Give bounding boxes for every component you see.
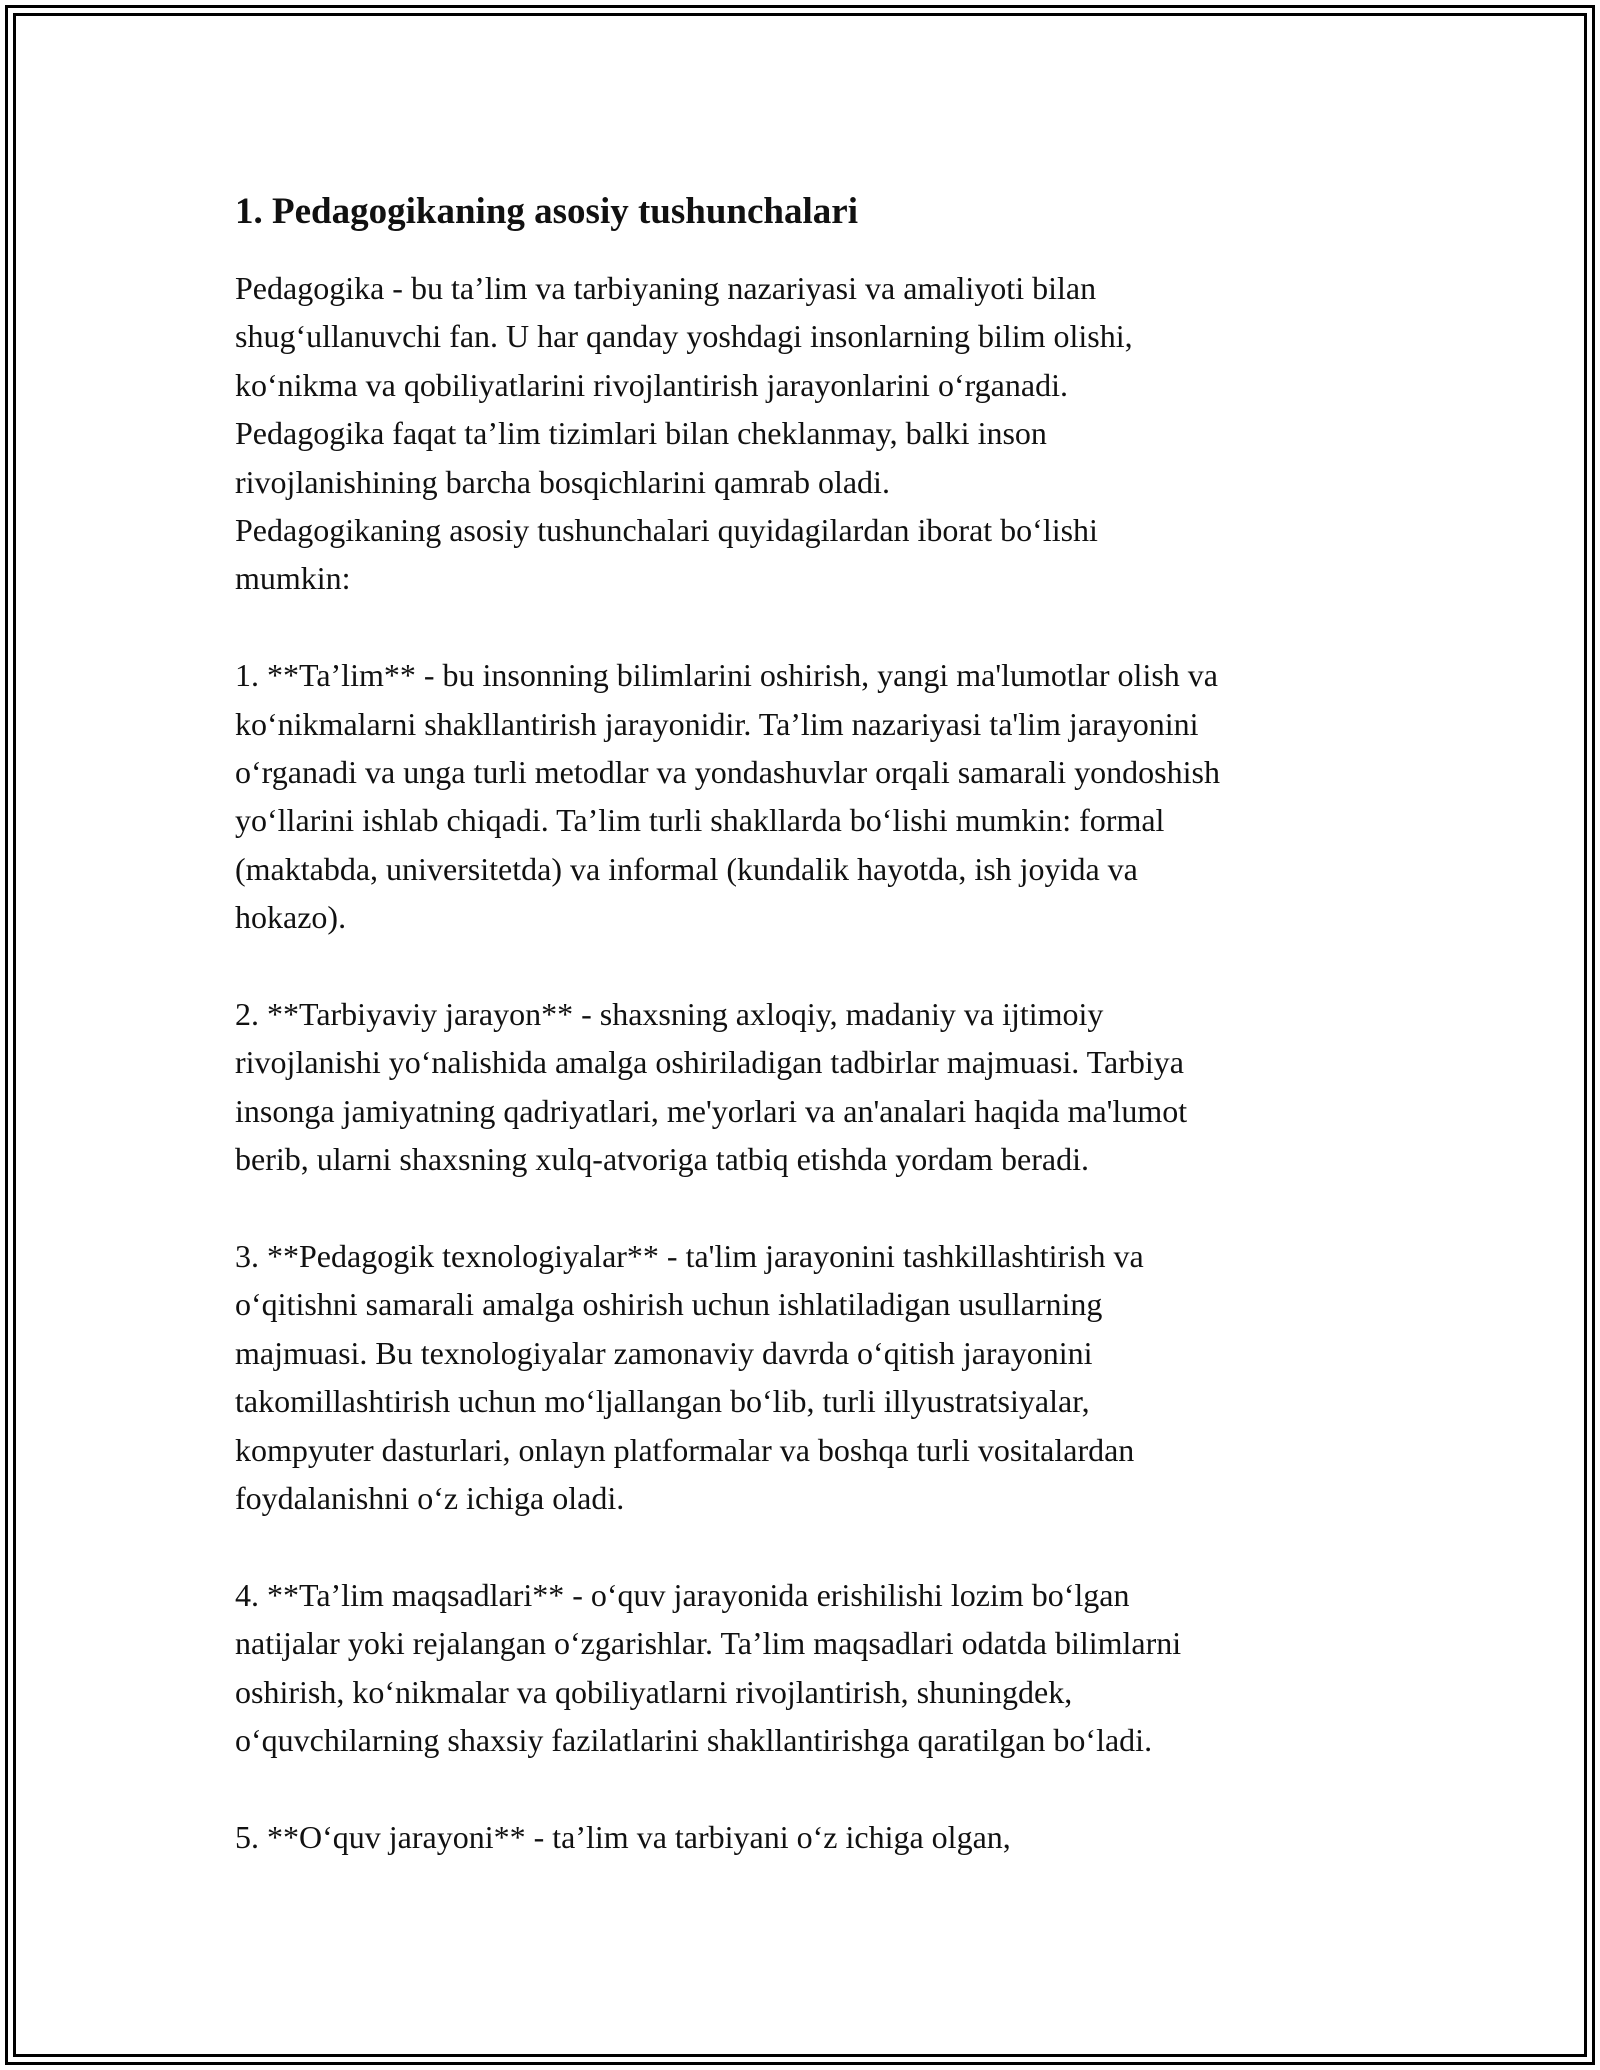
list-item-oquv-jarayoni: 5. **O‘quv jarayoni** - ta’lim va tarbiyani o‘z ichiga olgan, — [235, 1818, 1011, 1855]
document-body — [235, 186, 1375, 1861]
list-item-tarbiyaviy-jarayon: 2. **Tarbiyaviy jarayon** - shaxsning axloqiy, madaniy va ijtimoiy rivojlanishi yo‘nalishida amalga oshiriladigan tadbirlar majmuasi. Tarbiya insonga jamiyatning qadriyatlari, me'yorlari va an'analari haqida ma'lumot berib, ularni shaxsning xulq-atvoriga tatbiq etishda yordam beradi. — [235, 996, 1188, 1178]
intro-paragraph: Pedagogika - bu ta’lim va tarbiyaning nazariyasi va amaliyoti bilan shug‘ullanuvchi fan. U har qanday yoshdagi insonlarning bilim olishi, ko‘nikma va qobiliyatlarini rivojlantirish jarayonlarini o‘rganadi. Pedagogika faqat ta’lim tizimlari bilan cheklanmay, balki inson rivojlanishining barcha bosqichlarini qamrab oladi. Pedagogikaning asosiy tushunchalari quyidagilardan iborat bo‘lishi mumkin: — [235, 270, 1133, 597]
list-item-talim-maqsadlari: 4. **Ta’lim maqsadlari** - o‘quv jarayonida erishilishi lozim bo‘lgan natijalar yoki rejalangan o‘zgarishlar. Ta’lim maqsadlari odatda bilimlarni oshirish, ko‘nikmalar va qobiliyatlarni rivojlantirish, shuningdek, o‘quvchilarning shaxsiy fazilatlarini shakllantirishga qaratilgan bo‘ladi. — [235, 1576, 1182, 1759]
list-item-talim: 1. **Ta’lim** - bu insonning bilimlarini oshirish, yangi ma'lumotlar olish va ko‘nikmalarni shakllantirish jarayonidir. Ta’lim nazariyasi ta'lim jarayonini o‘rganadi va unga turli metodlar va yondashuvlar orqali samarali yondoshish yo‘llarini ishlab chiqadi. Ta’lim turli shakllarda bo‘lishi mumkin: formal (maktabda, universitetda) va informal (kundalik hayotda, ish joyida va hokazo). — [235, 657, 1220, 936]
paragraph-gap — [235, 1523, 1375, 1571]
paragraph-gap — [235, 603, 1375, 651]
list-item-pedagogik-texnologiyalar: 3. **Pedagogik texnologiyalar** - ta'lim jarayonini tashkillashtirish va o‘qitishni samarali amalga oshirish uchun ishlatiladigan usullarning majmuasi. Bu texnologiyalar zamonaviy davrda o‘qitish jarayonini takomillashtirish uchun mo‘ljallangan bo‘lib, turli illyustratsiyalar, kompyuter dasturlari, onlayn platformalar va boshqa turli vositalardan foydalanishni o‘z ichiga oladi. — [235, 1238, 1144, 1517]
paragraph-gap — [235, 942, 1375, 990]
paragraph-gap — [235, 1184, 1375, 1232]
section-heading: 1. Pedagogikaning asosiy tushunchalari — [235, 191, 858, 232]
paragraph-gap — [235, 1765, 1375, 1813]
